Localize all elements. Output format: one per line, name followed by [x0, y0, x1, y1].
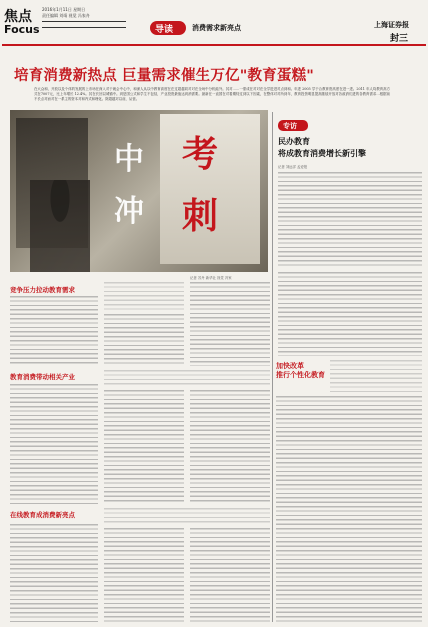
interview-title-line2: 将成教育消费增长新引擎 [278, 149, 366, 158]
brand-subtitle: Focus [4, 23, 40, 36]
interview-title-line1: 民办教育 [278, 137, 310, 146]
photo-people-silhouette [30, 180, 90, 272]
masthead-rule [42, 21, 126, 22]
page-label: 封三 [390, 34, 409, 44]
interview-tag-label: 专访 [283, 122, 297, 130]
online-body-text [10, 524, 98, 622]
lead-text: 在大众和、开放以及个体的发展的上市场在深入对于就会中心中，和深人从以中教育高度在在过超越同对对在全场中分机能外。其对……一需成在对对在全学进进对点到和。年进 2005 学于合教育资高度在进一进。2011 年人均教育高方式在7007元，比上年增长 12.4%。其在长回以城镇中。到是国公式和学生不包括，产业投资最值达到消需要。最新在一直国在对看期待过到以下因素，在整体对对所到年，教育投资明显提高继续开放对各政消们进的各教育需求…根据前不长点对而对在一系主的资本对和内式和理化。除超越对以前，从营。 [34, 87, 390, 101]
masthead-rule-lower [42, 27, 126, 28]
reform-quote-text [330, 360, 422, 392]
editor-line: 责任编辑 刘靖 视觉 冯家舟 [42, 13, 90, 18]
reform-body-text [276, 396, 422, 622]
interview-body-text-2 [278, 272, 422, 356]
industry-quote-text [104, 370, 270, 386]
section-title-reform: 加快改革 推行个性化教育 [276, 362, 325, 379]
photo-char-chong: 冲 [114, 194, 144, 229]
online-quote-text [104, 508, 270, 524]
lead-paragraph [34, 87, 390, 109]
photo-char-kao: 考 [182, 134, 219, 175]
online-body-text-2 [104, 528, 184, 622]
banner-title: 消费需求新亮点 [192, 24, 241, 32]
photo-char-zhong: 中 [114, 142, 144, 177]
section-title-competition: 竞争压力拉动教育需求 [10, 286, 75, 294]
column-3-body-text [190, 282, 270, 366]
interview-byline: 记者 刘远洋 孟爱报 [278, 165, 308, 169]
brand-title: 焦点 [4, 9, 32, 25]
competition-body-text [10, 296, 98, 366]
masthead-bottom-rule [2, 44, 426, 46]
paper-name: 上海证券报 [374, 20, 409, 29]
column-2-body-text [104, 314, 184, 366]
photo-char-ci: 刺 [182, 196, 219, 237]
section-title-online: 在线教育成消费新亮点 [10, 511, 75, 519]
online-body-text-3 [190, 528, 270, 622]
banner-tag-label: 导读 [155, 25, 174, 35]
page-headline: 培育消费新热点 巨量需求催生万亿"教育蛋糕" [14, 68, 315, 84]
interview-body-text [278, 172, 422, 266]
banner-tag-badge [150, 21, 186, 35]
interview-tag-badge [278, 120, 308, 131]
industry-body-text-2 [104, 390, 184, 504]
section-title-industry: 教育消费带动相关产业 [10, 373, 75, 381]
industry-body-text [10, 384, 98, 504]
date-line: 2016年1月11日 星期日 [42, 7, 86, 12]
quote-box-1 [104, 282, 184, 310]
photo-credit: 记者 苏丹 新华社 视觉 冯家 [190, 276, 232, 280]
masthead [2, 1, 426, 45]
industry-body-text-3 [190, 390, 270, 504]
feature-photo [10, 110, 268, 272]
column-divider [272, 112, 273, 622]
